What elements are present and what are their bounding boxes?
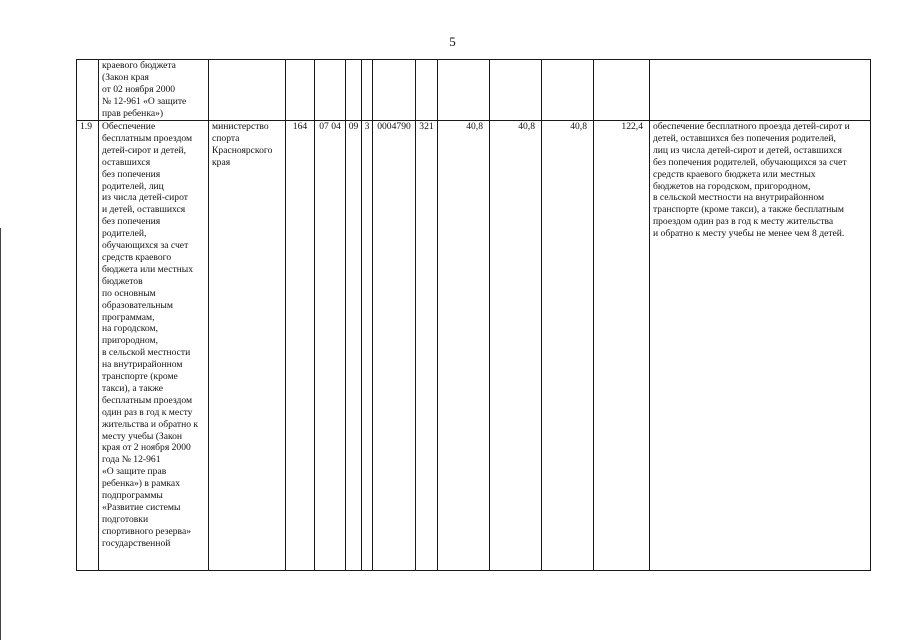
- cell-grbs: [286, 60, 315, 121]
- table-row: [77, 121, 871, 571]
- cell-value-1: 40,8: [438, 121, 490, 571]
- cell-rzpr-2: [346, 60, 362, 121]
- cell-result: обеспечение бесплатного проезда детей-сирот и детей, оставшихся без попечения родителей, лиц из числа детей-сирот и детей, оставшихся без попечения родителей, обучающихся за счет средств краевого бюджета или местных бюджетов на городском, пригородном, в сельской местности на внутрирайонном транспорте (кроме такси), а также бесплатным проездом один раз в год к месту жительства и обратно к месту учебы не менее чем 8 детей.: [650, 121, 871, 571]
- cell-total: 122,4: [594, 121, 650, 571]
- cell-rzpr-3: 3: [362, 121, 373, 571]
- cell-value-3: [542, 60, 594, 121]
- cell-result: [650, 60, 871, 121]
- cell-name: краевого бюджета (Закон края от 02 ноября 2000 № 12-961 «О защите прав ребенка»): [99, 60, 209, 121]
- cell-rzpr-3: [362, 60, 373, 121]
- cell-vr: 321: [416, 121, 438, 571]
- cell-executor: [209, 60, 286, 121]
- budget-table: [76, 59, 871, 571]
- cell-rzpr-1: 07 04: [315, 121, 346, 571]
- cell-value-2: [490, 60, 542, 121]
- cell-vr: [416, 60, 438, 121]
- cell-total: [594, 60, 650, 121]
- cell-value-2: 40,8: [490, 121, 542, 571]
- cell-rzpr-1: [315, 60, 346, 121]
- cell-executor: министерство спорта Красноярского края: [209, 121, 286, 571]
- scan-edge-line: [0, 228, 1, 640]
- cell-csr: 0004790: [373, 121, 416, 571]
- cell-value-1: [438, 60, 490, 121]
- cell-value-3: 40,8: [542, 121, 594, 571]
- cell-rzpr-2: 09: [346, 121, 362, 571]
- cell-index: 1.9: [77, 121, 99, 571]
- page-number: 5: [449, 34, 456, 49]
- table-row: [77, 60, 871, 121]
- cell-grbs: 164: [286, 121, 315, 571]
- cell-index: [77, 60, 99, 121]
- cell-csr: [373, 60, 416, 121]
- cell-name: Обеспечение бесплатным проездом детей-сирот и детей, оставшихся без попечения родителей, лиц из числа детей-сирот и детей, оставшихся без попечения родителей, обучающихся за счет средств краевого бюджета или местных бюджетов по основным образовательным программам, на городском, пригородном, в сельской местности на внутрирайонном транспорте (кроме такси), а также бесплатным проездом один раз в год к месту жительства и обратно к месту учебы (Закон края от 2 ноября 2000 года № 12-961 «О защите прав ребенка») в рамках подпрограммы «Развитие системы подготовки спортивного резерва» государственной: [99, 121, 209, 571]
